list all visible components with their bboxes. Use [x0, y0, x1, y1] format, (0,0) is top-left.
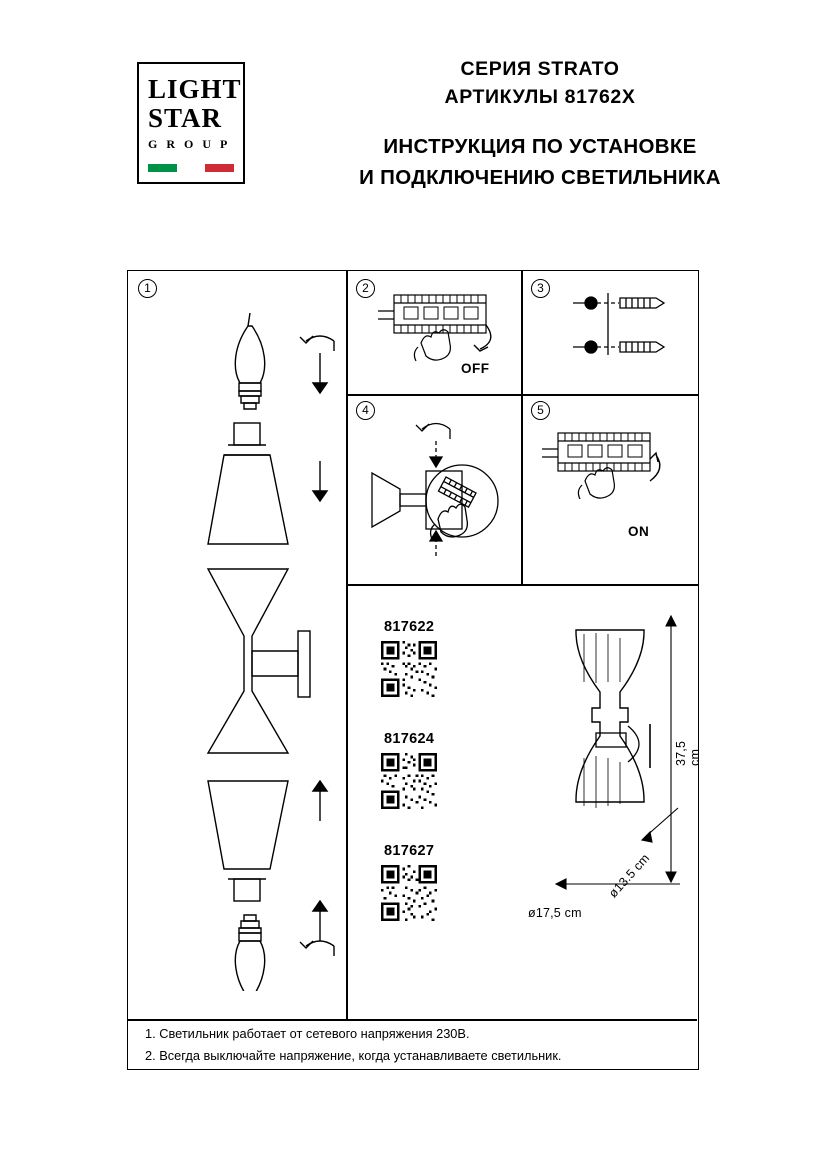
qr-code-817622	[381, 641, 437, 697]
italian-flag-icon	[148, 164, 234, 172]
dimension-width-label: ø17,5 cm	[528, 906, 582, 920]
product-code-817622: 817622	[384, 619, 435, 635]
note-line-1: 1. Светильник работает от сетевого напряжения 230В.	[145, 1026, 470, 1041]
step2-off-label: OFF	[461, 361, 490, 376]
step-number-1: 1	[138, 279, 157, 298]
qr-code-817627	[381, 865, 437, 921]
dimension-height-label: 37,5 cm	[674, 740, 702, 766]
document-header	[0, 0, 826, 230]
qr-code-817624	[381, 753, 437, 809]
product-dimension-drawing	[478, 606, 688, 896]
step2-breaker-off-diagram	[374, 285, 514, 390]
step-number-4: 4	[356, 401, 375, 420]
step5-breaker-on-diagram	[540, 423, 690, 533]
step4-mounting-diagram	[366, 411, 518, 579]
divider-horizontal-notes	[128, 1019, 697, 1021]
instruction-title-line2: И ПОДКЛЮЧЕНИЮ СВЕТИЛЬНИКА	[359, 166, 721, 190]
product-code-817627: 817627	[384, 843, 435, 859]
step-number-3: 3	[531, 279, 550, 298]
step5-on-label: ON	[628, 524, 650, 539]
divider-vertical-left	[346, 271, 348, 1019]
divider-vertical-step45	[521, 394, 523, 584]
divider-horizontal-step45	[346, 584, 698, 586]
lightstar-logo	[137, 62, 245, 184]
product-code-817624: 817624	[384, 731, 435, 747]
series-title: СЕРИЯ STRATO	[460, 58, 620, 80]
logo-line-light: LIGHT	[148, 74, 242, 104]
divider-vertical-right	[521, 271, 523, 394]
note-line-2: 2. Всегда выключайте напряжение, когда устанавливаете светильник.	[145, 1048, 562, 1063]
notes-block	[145, 1023, 685, 1067]
logo-line-star: STAR	[148, 103, 223, 133]
instruction-title-line1: ИНСТРУКЦИЯ ПО УСТАНОВКЕ	[383, 135, 697, 159]
step3-anchors-diagram	[548, 285, 688, 385]
title-block	[270, 56, 810, 193]
article-title: АРТИКУЛЫ 81762X	[444, 85, 636, 108]
step-number-2: 2	[356, 279, 375, 298]
step1-exploded-diagram	[148, 291, 344, 991]
logo-line-group: G R O U P	[148, 137, 231, 151]
dimension-depth-label: ø13.5 cm	[606, 851, 653, 901]
diagram-frame	[127, 270, 702, 1070]
step-number-5: 5	[531, 401, 550, 420]
